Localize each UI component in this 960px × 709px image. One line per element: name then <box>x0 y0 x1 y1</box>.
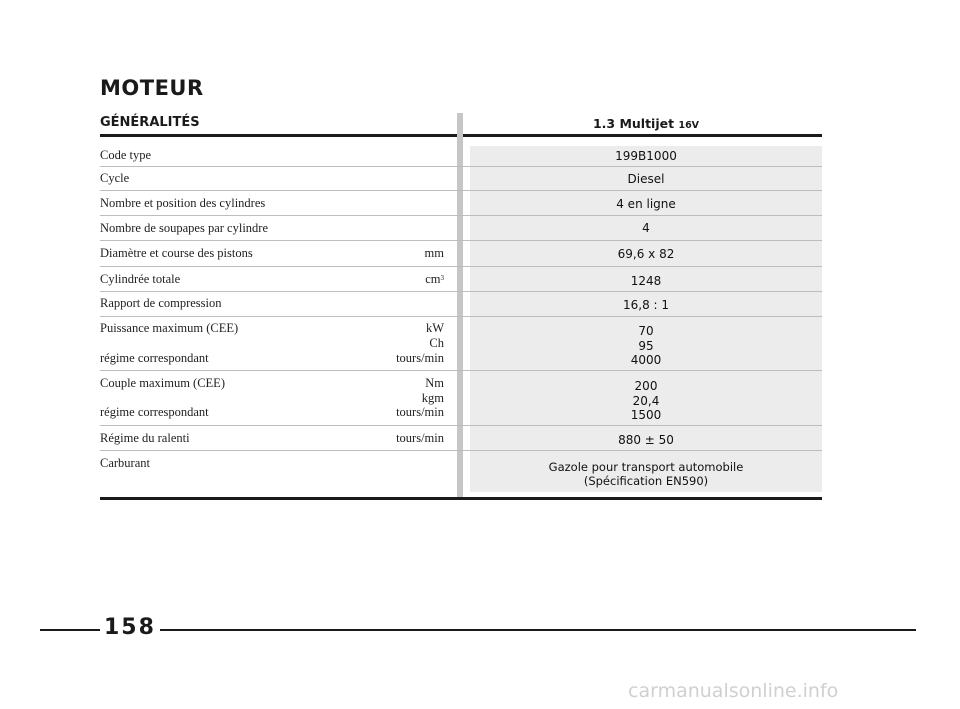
value-idle: 880 ± 50 <box>618 433 674 447</box>
value-cylinders: 4 en ligne <box>616 197 676 211</box>
unit-power-kw: kW <box>425 321 444 335</box>
unit-idle: tours/min <box>396 431 444 445</box>
label-cylinders: Nombre et position des cylindres <box>100 196 266 210</box>
label-power-rpm: régime correspondant <box>100 351 209 365</box>
row-divider <box>100 450 822 451</box>
value-power-rpm: 4000 <box>630 353 662 367</box>
row-divider <box>100 190 822 191</box>
row-divider <box>100 316 822 317</box>
row-divider <box>100 266 822 267</box>
footer-rule <box>100 497 822 500</box>
row-divider <box>100 370 822 371</box>
value-power-ch: 95 <box>638 339 654 353</box>
model-name: 1.3 Multijet <box>592 116 675 131</box>
value-torque-nm: 200 <box>634 379 658 393</box>
row-divider <box>100 291 822 292</box>
label-cycle: Cycle <box>100 171 130 185</box>
value-torque-kgm: 20,4 <box>632 394 660 408</box>
label-displacement: Cylindrée totale <box>100 272 181 286</box>
label-torque-rpm: régime correspondant <box>100 405 209 419</box>
value-torque-rpm: 1500 <box>630 408 662 422</box>
model-variant: 16V <box>678 120 700 131</box>
row-divider <box>100 240 822 241</box>
row-divider <box>100 215 822 216</box>
unit-torque-kgm: kgm <box>421 391 444 405</box>
page-number: 158 <box>100 615 160 641</box>
column-divider <box>457 113 463 500</box>
label-bore-stroke: Diamètre et course des pistons <box>100 246 253 260</box>
value-bore-stroke: 69,6 x 82 <box>617 247 675 261</box>
row-divider <box>100 425 822 426</box>
value-code-type: 199B1000 <box>615 149 677 163</box>
label-power: Puissance maximum (CEE) <box>100 321 239 335</box>
label-idle: Régime du ralenti <box>100 431 190 445</box>
section-heading: GÉNÉRALITÉS <box>100 115 200 130</box>
label-fuel: Carburant <box>100 456 150 470</box>
value-compression: 16,8 : 1 <box>622 298 670 312</box>
value-power-kw: 70 <box>638 324 654 338</box>
value-fuel-line2: (Spécification EN590) <box>583 474 709 488</box>
label-compression: Rapport de compression <box>100 296 222 310</box>
page-footer-line <box>40 629 916 631</box>
unit-displacement: $cm^3$ <box>425 272 444 286</box>
value-cycle: Diesel <box>627 172 665 186</box>
unit-torque-nm: Nm <box>425 376 444 390</box>
label-valves: Nombre de soupapes par cylindre <box>100 221 268 235</box>
label-torque: Couple maximum (CEE) <box>100 376 225 390</box>
label-code-type: Code type <box>100 148 152 162</box>
page-title: MOTEUR <box>100 76 204 100</box>
value-displacement: 1248 <box>630 274 662 288</box>
unit-power-rpm: tours/min <box>396 351 444 365</box>
unit-torque-rpm: tours/min <box>396 405 444 419</box>
watermark: carmanualsonline.info <box>628 680 839 702</box>
row-divider <box>100 166 822 167</box>
value-valves: 4 <box>642 221 650 235</box>
unit-power-ch: Ch <box>429 336 444 350</box>
unit-bore-stroke: mm <box>424 246 444 260</box>
model-heading <box>470 116 822 131</box>
value-fuel-line1: Gazole pour transport automobile <box>548 460 744 474</box>
